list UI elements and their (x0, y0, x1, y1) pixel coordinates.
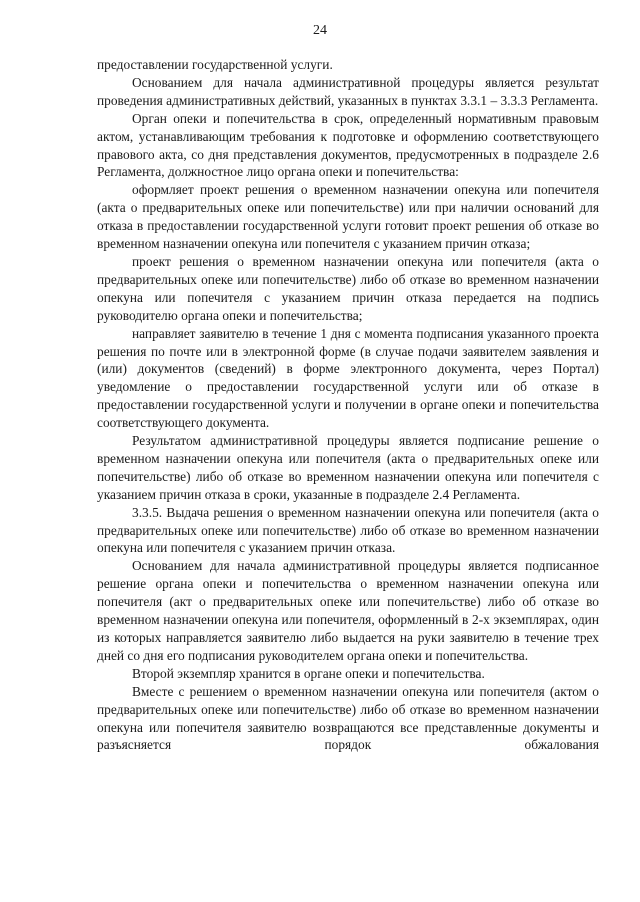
page-number: 24 (313, 23, 327, 38)
paragraph-return-documents: Вместе с решением о временном назначении опекуна или попечителя (актом о предварительных опеке или попечительстве) либо об отказе во временном назначении опекуна или попечителя заявителю возвращаются все представленные документы и разъясняется порядок обжалования (97, 683, 599, 753)
paragraph-draft-for-signature: проект решения о временном назначении опекуна или попечителя (акта о предварительных опеке или попечительстве) либо об отказе во временном назначении опекуна или попечителя с указанием причин отказа передается на подпись руководителю органа опеки и попечительства; (97, 253, 599, 323)
paragraph-procedure-result: Результатом административной процедуры является подписание решение о временном назначении опекуна или попечителя (акта о предварительных опеке или попечительстве) либо об отказе во временном назначении опекуна или попечителя с указанием причин отказа в сроки, указанные в подразделе 2.4 Регламента. (97, 433, 599, 502)
paragraph-guardianship-authority: Орган опеки и попечительства в срок, определенный нормативным правовым актом, устанавливающим требования к подготовке и оформлению соответствующего правового акта, со дня представления документов, предусмотренных в подразделе 2.6 Регламента, должностное лицо органа опеки и попечительства: (97, 110, 599, 180)
paragraph-prepares-draft-decision: оформляет проект решения о временном назначении опекуна или попечителя (акта о предварительных опеке или попечительстве) или при наличии оснований для отказа в предоставлении государственной услуги готовит проект решения об отказе во временном назначении опекуна или попечителя с указанием причин отказа; (97, 182, 599, 252)
paragraph-basis-procedure: Основанием для начала административной процедуры является результат проведения административных действий, указанных в пунктах 3.3.1 – 3.3.3 Регламента. (97, 74, 599, 108)
paragraph-second-copy: Второй экземпляр хранится в органе опеки и попечительства. (132, 665, 485, 681)
paragraph-continuation: предоставлении государственной услуги. (97, 57, 333, 72)
document-body (97, 56, 599, 754)
paragraph-basis-issuance: Основанием для начала административной процедуры является подписанное решение органа опеки и попечительства о временном назначении опекуна или попечителя (акт о предварительных опеке или попечительстве) либо об отказе во временном назначении опекуна или попечителя, оформленный в 2-х экземплярах, один из которых направляется заявителю либо выдается на руки заявителю в течение трех дней со дня его подписания руководителем органа опеки и попечительства. (97, 558, 599, 663)
paragraph-notifies-applicant: направляет заявителю в течение 1 дня с момента подписания указанного проекта решения по почте или в электронной форме (в случае подачи заявителем заявления и (или) документов (сведений) в форме электронного документа, через Портал) уведомление о предоставлении государственной услуги или об отказе в предоставлении государственной услуги и получении в органе опеки и попечительства соответствующего документа. (97, 325, 599, 431)
section-3-3-5-heading: 3.3.5. Выдача решения о временном назначении опекуна или попечителя (акта о предварительных опеке или попечительстве) либо об отказе во временном назначении опекуна или попечителя с указанием причин отказа. (97, 504, 599, 556)
